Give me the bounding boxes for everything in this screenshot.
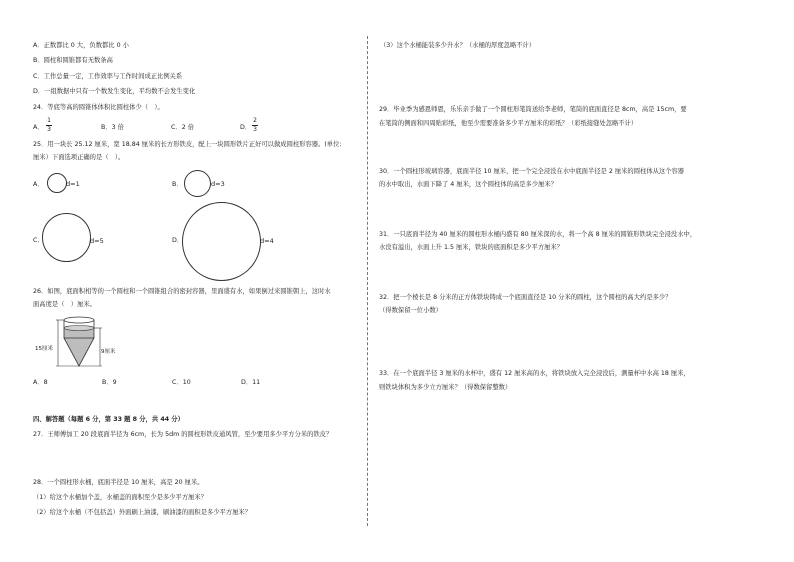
question-33-line1: 33．在一个底面半径 3 厘米的水杯中，盛有 12 厘米高的水，将铁块放入完全浸没后，测量杯中水高 18 厘米， xyxy=(379,370,690,377)
question-25-line2: 厘米）下面选项正确的是（ ）。 xyxy=(33,154,125,161)
q25-option-d-letter: D． xyxy=(172,237,184,244)
question-24: 24．等底等高的圆锥体体积比圆柱体少（ ）。 xyxy=(33,104,164,111)
section-4-heading: 四、解答题（每题 6 分，第 33 题 8 分，共 44 分） xyxy=(33,416,184,423)
cylinder-top xyxy=(64,317,94,323)
question-28-part2: （2）给这个水桶（不包括盖）外面刷上油漆，刷油漆的面积是多少平方厘米？ xyxy=(33,509,252,516)
q26-right-label: 9厘米 xyxy=(101,349,116,355)
q24-option-d-letter: D． xyxy=(240,124,252,131)
q25-option-b-label: d=3 xyxy=(211,180,225,188)
question-31-line2: 水没有溢出，水面上升 1.5 厘米，铁块的底面积是多少平方厘米？ xyxy=(379,244,564,251)
q26-container-figure xyxy=(30,314,130,374)
q24-option-c: C．2 倍 xyxy=(171,124,194,131)
option-a-text: A．正数都比 0 大，负数都比 0 小 xyxy=(33,42,129,49)
q24-option-d-numerator: 2 xyxy=(253,117,257,124)
question-30-line1: 30．一个圆柱形玻璃容器，底面半径 10 厘米，把一个完全浸没在水中底面半径是 2 厘米的圆柱体从这个容器 xyxy=(379,168,685,175)
q26-option-b: B．9 xyxy=(102,379,117,386)
question-29-line2: 在笔筒的侧面和四周贴彩纸，他至少需要准备多少平方厘米的彩纸？（彩纸接缝处忽略不计） xyxy=(379,120,638,127)
q24-option-b: B．3 倍 xyxy=(101,124,124,131)
cone-shape xyxy=(64,338,94,366)
q25-option-b-letter: B． xyxy=(172,181,183,188)
question-28-part3: （3）这个水桶能装多少升水？（水桶的厚度忽略不计） xyxy=(380,42,536,49)
question-28: 28．一个圆柱形水桶，底面半径是 10 厘米，高是 20 厘米。 xyxy=(33,479,204,486)
question-32-line1: 32．把一个棱长是 8 分米的正方体铁块铸成一个底面直径是 10 分米的圆柱，这个圆柱的高大约是多少？ xyxy=(379,294,672,301)
q25-option-b-circle xyxy=(184,170,211,197)
q25-option-d-label: d=4 xyxy=(260,237,274,245)
option-c-text: C．工作总量一定，工作效率与工作时间成正比例关系 xyxy=(33,73,183,80)
q26-left-label: 15厘米 xyxy=(35,346,53,352)
q24-option-d-denominator: 3 xyxy=(253,126,257,133)
q25-option-c-letter: C． xyxy=(33,237,44,244)
question-32-line2: （得数保留一位小数） xyxy=(379,307,442,314)
question-27: 27．王师傅加工 20 段底面半径为 6cm，长为 5dm 的圆柱形铁皮通风管，至少要用多少平方分米的铁皮？ xyxy=(33,431,333,438)
q24-option-a-numerator: 1 xyxy=(47,117,51,124)
q25-option-a-circle xyxy=(47,173,67,193)
q24-option-a-letter: A． xyxy=(33,124,44,131)
q24-option-a-fraction xyxy=(46,118,52,133)
q24-option-d-fraction xyxy=(252,118,258,133)
question-25-line1: 25．用一块长 25.12 厘米，宽 18.84 厘米的长方形铁皮，配上一块圆形铁片正好可以做成圆柱形容器。(单位: xyxy=(33,141,342,148)
option-d-text: D．一组数据中只有一个数发生变化，平均数不会发生变化 xyxy=(33,88,196,95)
question-33-line2: 则铁块体积为多少立方厘米？（得数保留整数） xyxy=(379,384,512,391)
column-divider xyxy=(367,36,368,526)
q26-option-c: C．10 xyxy=(172,379,191,386)
q25-option-a-letter: A． xyxy=(33,181,44,188)
question-28-part1: （1）给这个水桶加个盖，水桶盖的面积至少是多少平方厘米？ xyxy=(33,494,208,501)
water-surface xyxy=(64,326,94,331)
q25-option-c-circle xyxy=(42,213,91,262)
q25-option-d-circle xyxy=(182,202,261,281)
q25-option-a-label: d=1 xyxy=(66,180,80,188)
question-26-line2: 面高度是（ ）厘米。 xyxy=(33,301,96,308)
question-26-line1: 26．如图，底面积相等的一个圆柱和一个圆锥组合的密封容器，里面盛有水，如果倒过来圆锥朝上，这时水 xyxy=(33,288,331,295)
option-b-text: B．圆柱和圆锥都有无数条高 xyxy=(33,57,113,64)
q26-option-a: A．8 xyxy=(33,379,48,386)
question-30-line2: 的水中取出，水面下降了 4 厘米，这个圆柱体的高是多少厘米？ xyxy=(379,181,558,188)
question-29-line1: 29．毕业季为感恩师恩，乐乐亲手做了一个圆柱形笔筒送给李老师，笔筒的底面直径是 8cm，高是 15cm，要 xyxy=(379,106,687,113)
q25-option-c-label: d=5 xyxy=(90,237,104,245)
question-31-line1: 31．一只底面半径为 40 厘米的圆柱形水桶内盛有 80 厘米深的水，将一个高 8 厘米的圆锥形铁块完全浸没水中， xyxy=(379,231,697,238)
q26-option-d: D．11 xyxy=(241,379,261,386)
q24-option-a-denominator: 3 xyxy=(47,126,51,133)
